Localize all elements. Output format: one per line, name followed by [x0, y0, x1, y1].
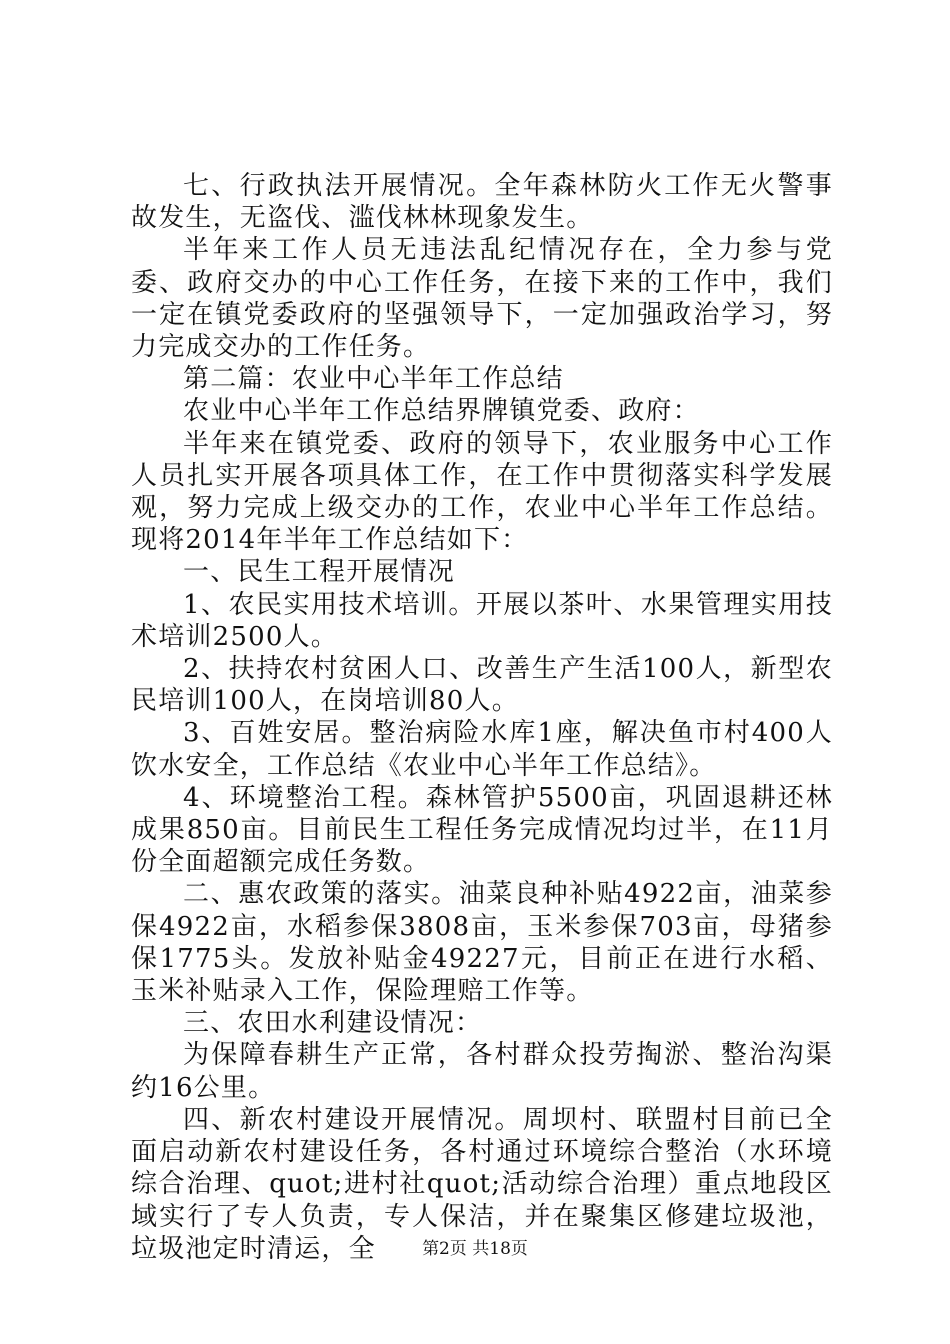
paragraph-law-enforcement: 七、行政执法开展情况。全年森林防火工作无火警事故发生，无盗伐、滥伐林林现象发生。	[131, 171, 833, 234]
paragraph-item-4: 4、环境整治工程。森林管护5500亩，巩固退耕还林成果850亩。目前民生工程任务完成情况均过半，在11月份全面超额完成任务数。	[131, 782, 833, 878]
paragraph-introduction: 半年来在镇党委、政府的领导下，农业服务中心工作人员扎实开展各项具体工作，在工作中贯彻落实科学发展观，努力完成上级交办的工作，农业中心半年工作总结。现将2014年半年工作总结如下：	[131, 428, 833, 556]
paragraph-item-3: 3、百姓安居。整治病险水库1座，解决鱼市村400人饮水安全，工作总结《农业中心半年工作总结》。	[131, 718, 833, 781]
paragraph-policy: 二、惠农政策的落实。油菜良种补贴4922亩，油菜参保4922亩，水稻参保3808亩，玉米参保703亩，母猪参保1775头。发放补贴金49227元，目前正在进行水稻、玉米补贴录入工作，保险理赔工作等。	[131, 879, 833, 1007]
paragraph-half-year-conduct: 半年来工作人员无违法乱纪情况存在，全力参与党委、政府交办的中心工作任务，在接下来的工作中，我们一定在镇党委政府的坚强领导下，一定加强政治学习，努力完成交办的工作任务。	[131, 235, 833, 363]
document-body	[131, 170, 833, 1265]
page-footer: 第2页 共18页	[422, 1239, 528, 1259]
heading-livelihood-projects: 一、民生工程开展情况	[183, 557, 456, 588]
paragraph-water-conservancy: 为保障春耕生产正常，各村群众投劳掏淤、整治沟渠约16公里。	[131, 1040, 833, 1103]
section-heading-part-two: 第二篇：农业中心半年工作总结	[183, 364, 564, 395]
paragraph-item-2: 2、扶持农村贫困人口、改善生产生活100人，新型农民培训100人，在岗培训80人。	[131, 654, 833, 717]
paragraph-report-title: 农业中心半年工作总结界牌镇党委、政府：	[183, 396, 700, 427]
paragraph-new-countryside: 四、新农村建设开展情况。周坝村、联盟村目前已全面启动新农村建设任务，各村通过环境综合整治（水环境综合治理、quot;进村社quot;活动综合治理）重点地段区域实行了专人负责，专人保洁，并在聚集区修建垃圾池，垃圾池定时清运，全	[131, 1104, 833, 1264]
heading-water-conservancy: 三、农田水利建设情况：	[183, 1008, 483, 1039]
paragraph-item-1: 1、农民实用技术培训。开展以茶叶、水果管理实用技术培训2500人。	[131, 589, 833, 652]
